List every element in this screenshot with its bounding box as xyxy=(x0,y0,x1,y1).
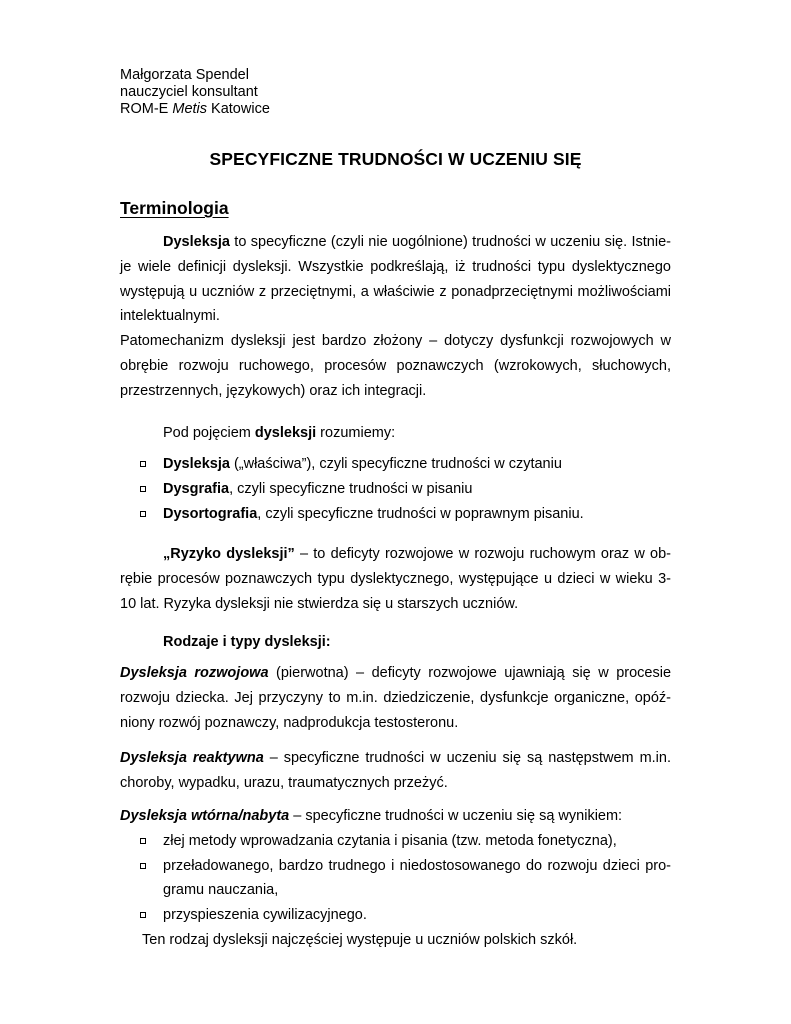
org-prefix: ROM-E xyxy=(120,101,173,117)
developmental-line-2: rozwoju dziecka. Jej przyczyny to m.in. dziedziczenie, dysfunkcje organiczne, opóź- xyxy=(120,689,671,706)
bullet-square-icon xyxy=(140,486,146,492)
definition-text: to specyficzne (czyli nie uogólnione) trudności w uczeniu się. Istnie- xyxy=(229,234,671,250)
author-organization xyxy=(120,101,270,118)
list-item-term: Dysgrafia xyxy=(163,480,230,497)
definition-paragraph xyxy=(120,230,671,404)
risk-paragraph xyxy=(120,542,671,616)
list-item-term: Dysortografia xyxy=(163,505,258,522)
concept-prefix: Pod pojęciem xyxy=(163,425,255,441)
reactive-text: – specyficzne trudności w uczeniu się są następstwem m.in. xyxy=(263,750,671,766)
concept-line xyxy=(120,421,671,446)
closing-line: Ten rodzaj dysleksji najczęściej występuje u uczniów polskich szkół. xyxy=(142,931,578,948)
definition-line-3: występują u uczniów z przeciętnymi, a właściwie z ponadprzeciętnymi możliwościami xyxy=(120,283,671,300)
org-name-italic: Metis xyxy=(172,101,208,117)
list-item xyxy=(120,502,671,527)
developmental-line-3: niony rozwój poznawczy, nadprodukcja testosteronu. xyxy=(120,714,459,731)
list-item xyxy=(120,854,671,904)
types-heading: Rodzaje i typy dysleksji: xyxy=(163,634,331,650)
author-role: nauczyciel konsultant xyxy=(120,84,258,100)
list-item-text: przyspieszenia cywilizacyjnego. xyxy=(163,907,367,924)
concept-list xyxy=(120,452,671,526)
types-heading-line xyxy=(120,630,671,655)
pathomechanism-line-2: obrębie rozwoju ruchowego, procesów poznawczych (wzrokowych, słuchowych, xyxy=(120,357,671,374)
author-name: Małgorzata Spendel xyxy=(120,67,249,83)
risk-line-3: 10 lat. Ryzyka dysleksji nie stwierdza się u starszych uczniów. xyxy=(120,595,519,612)
org-suffix: Katowice xyxy=(207,101,270,117)
list-item-text: , czyli specyficzne trudności w pisaniu xyxy=(229,480,473,497)
risk-line-1 xyxy=(120,542,671,567)
bullet-square-icon xyxy=(140,863,146,869)
definition-line-4: intelektualnymi. xyxy=(120,308,220,325)
concept-term: dysleksji xyxy=(254,425,317,441)
developmental-paragraph xyxy=(120,661,671,735)
bullet-square-icon xyxy=(140,511,146,517)
list-item-text: , czyli specyficzne trudności w poprawnym pisaniu. xyxy=(257,505,584,522)
definition-term: Dysleksja xyxy=(163,234,230,250)
list-item-text: złej metody wprowadzania czytania i pisania (tzw. metoda fonetyczna), xyxy=(163,832,617,849)
developmental-text: (pierwotna) – deficyty rozwojowe ujawniają się w procesie xyxy=(268,665,672,681)
list-item-text: przeładowanego, bardzo trudnego i niedostosowanego do rozwoju dzieci pro- xyxy=(163,857,671,874)
secondary-term: Dysleksja wtórna/nabyta xyxy=(120,808,290,824)
secondary-line xyxy=(120,804,671,829)
list-item xyxy=(120,829,671,854)
reactive-term: Dysleksja reaktywna xyxy=(120,750,264,766)
reactive-line-2: choroby, wypadku, urazu, traumatycznych przeżyć. xyxy=(120,774,448,791)
list-item-text: („właściwa”), czyli specyficzne trudności w czytaniu xyxy=(229,456,562,472)
risk-term: „Ryzyko dysleksji” xyxy=(163,546,295,562)
list-item xyxy=(120,903,671,928)
reactive-paragraph xyxy=(120,746,671,796)
list-item xyxy=(120,477,671,502)
pathomechanism-line-3: przestrzennych, językowych) oraz ich integracji. xyxy=(120,382,427,399)
types-heading-block xyxy=(120,630,671,655)
bullet-square-icon xyxy=(140,461,146,467)
bullet-square-icon xyxy=(140,912,146,918)
concept-suffix: rozumiemy: xyxy=(316,425,396,441)
secondary-text: – specyficzne trudności w uczeniu się są wynikiem: xyxy=(289,808,623,824)
document-title: SPECYFICZNE TRUDNOŚCI W UCZENIU SIĘ xyxy=(209,149,582,169)
definition-line-2: je wiele definicji dysleksji. Wszystkie podkreślają, iż trudności typu dyslektycznego xyxy=(120,258,671,275)
bullet-square-icon xyxy=(140,838,146,844)
author-block xyxy=(120,67,270,118)
developmental-term: Dysleksja rozwojowa xyxy=(120,665,269,681)
list-item xyxy=(120,452,671,477)
pathomechanism-line-1: Patomechanizm dysleksji jest bardzo złożony – dotyczy dysfunkcji rozwojowych w xyxy=(120,333,671,350)
secondary-paragraph xyxy=(120,804,671,953)
risk-line-2: rębie procesów poznawczych typu dyslektycznego, występujące u dzieci w wieku 3- xyxy=(120,570,671,587)
list-item-text-continued: gramu nauczania, xyxy=(163,882,279,899)
concept-paragraph xyxy=(120,421,671,446)
definition-line-1 xyxy=(120,230,671,255)
risk-text: – to deficyty rozwojowe w rozwoju ruchowym oraz w ob- xyxy=(294,546,671,562)
section-heading: Terminologia xyxy=(120,198,229,218)
developmental-line-1 xyxy=(120,661,671,686)
list-item-term: Dysleksja xyxy=(163,456,230,472)
reactive-line-1 xyxy=(120,746,671,771)
